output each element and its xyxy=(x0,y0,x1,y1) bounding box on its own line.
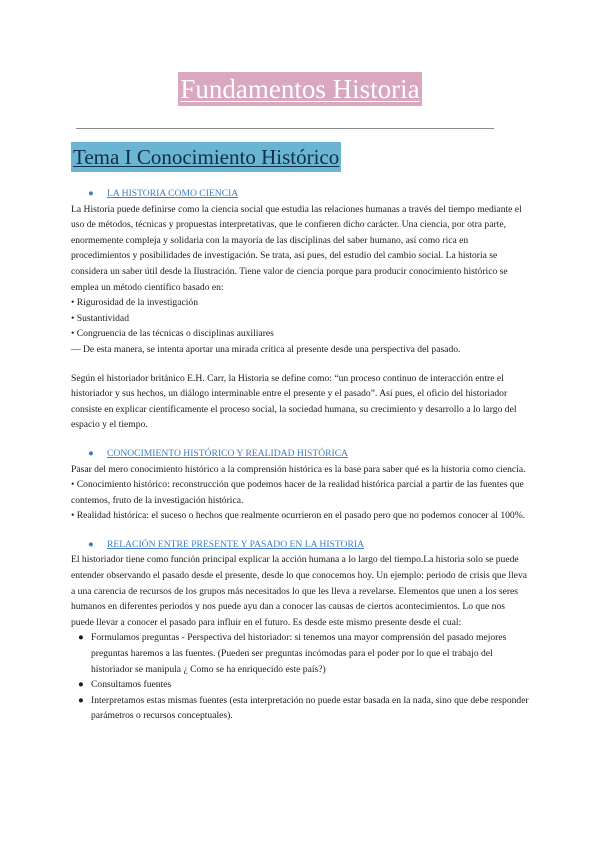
section-heading xyxy=(71,446,529,462)
paragraph: El historiador tiene como función principal explicar la acción humana a lo largo del tiempo.La historia solo se puede entender observando el pasado desde el presente, desde lo que conocemos hoy. Un ejemplo: periodo de crisis que lleva a una carencia de recursos de los grupos más necesitados lo que les lleva a revelarse. Elementos que unen a los seres humanos en diferentes periodos y nos puede ayu dan a conocer las causas de ciertos acontecimientos. Lo que nos puede llevar a conocer el pasado para influir en el futuro. Es desde este mismo presente desde el cual: xyxy=(71,554,527,628)
bullet-dot-icon: ● xyxy=(88,188,94,199)
bullet-list xyxy=(71,630,529,724)
bullet-dot-icon: ● xyxy=(78,679,84,691)
horizontal-rule xyxy=(76,128,494,129)
paragraph: La Historia puede definirse como la ciencia social que estudia las relaciones humanas a través del tiempo mediante el uso de métodos, técnicas y propuestas interpretativas, que le confieren dicho carácter. Una ciencia, por otra parte, enormemente compleja y solidaria con la mayoría de las disciplinas del saber humano, así como rica en procedimientos y posibilidades de investigación. Se trata, así pues, del estudio del cambio social. La historia se considera un saber útil desde la Ilustración. Tiene valor de ciencia porque para producir conocimiento histórico se emplea un método científico basado en: xyxy=(71,203,522,293)
bullet-dot-icon: ● xyxy=(88,538,94,550)
list-item xyxy=(71,677,529,693)
list-item-text: Consultamos fuentes xyxy=(91,679,172,691)
bullet-dot-icon: ● xyxy=(88,447,94,459)
bullet-dot-icon: ● xyxy=(78,632,84,644)
section-heading-text: LA HISTORIA COMO CIENCIA xyxy=(107,188,239,199)
paragraph: Según el historiador británico E.H. Carr, la Historia se define como: “un proceso continuo de interacción entre el historiador y sus hechos, un diálogo interminable entre el presente y el pasado”. Así pues, el oficio del historiador consiste en explicar científicamente el proceso social, la sociedad humana, su crecimiento y desarrollo a lo largo del espacio y el tiempo. xyxy=(71,372,517,431)
title-block xyxy=(0,72,600,106)
section-heading-text: RELACIÓN ENTRE PRESENTE Y PASADO EN LA HISTORIA xyxy=(107,538,364,550)
point-item: • Sustantividad xyxy=(71,312,129,324)
point-item: • Rigurosidad de la investigación xyxy=(71,297,198,309)
tema-heading: Tema I Conocimiento Histórico xyxy=(71,142,341,172)
point-item: • Conocimiento histórico: reconstrucción que podemos hacer de la realidad histórica parcial a partir de las fuentes que contemos, fruto de la investigación histórica. xyxy=(71,479,524,506)
document-title: Fundamentos Historia xyxy=(180,74,420,104)
section-heading xyxy=(71,537,529,553)
point-item: • Congruencia de las técnicas o disciplinas auxiliares xyxy=(71,328,274,340)
point-item: • Realidad histórica: el suceso o hechos que realmente ocurrieron en el pasado pero que no podemos conocer al 100%. xyxy=(71,510,526,522)
tema-block xyxy=(71,142,341,172)
document-body xyxy=(71,186,529,724)
paragraph: — De esta manera, se intenta aportar una mirada crítica al presente desde una perspectiva del pasado. xyxy=(71,343,461,355)
section-heading xyxy=(71,186,529,202)
list-item-text: Formulamos preguntas - Perspectiva del historiador: si tenemos una mayor comprensión del pasado mejores preguntas haremos a las fuentes. (Pueden ser preguntas incómodas para el poder por lo que el trabajo del historiador se manipula ¿ Como se ha enriquecido este país?) xyxy=(91,632,507,675)
list-item-text: Interpretamos estas mismas fuentes (esta interpretación no puede estar basada en la nada, sino que debe responder parámetros o recursos conceptuales). xyxy=(91,694,529,722)
section-heading-text: CONOCIMIENTO HISTÓRICO Y REALIDAD HISTÓRICA xyxy=(107,447,349,459)
list-item xyxy=(71,693,529,724)
list-item xyxy=(71,630,529,677)
paragraph: Pasar del mero conocimiento histórico a la comprensión histórica es la base para saber qué es la historia como ciencia. xyxy=(71,463,526,475)
bullet-dot-icon: ● xyxy=(78,694,84,706)
